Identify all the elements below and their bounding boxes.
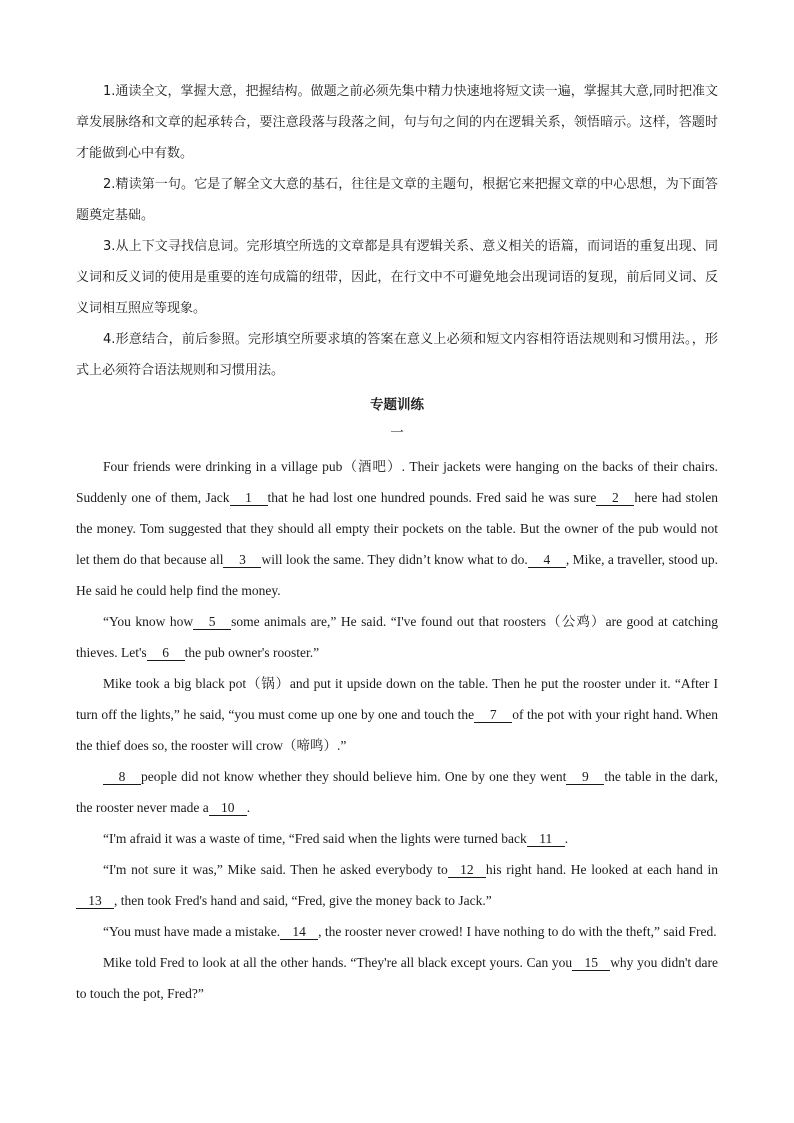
blank-8: 8 <box>103 769 141 785</box>
passage-paragraph-5 <box>76 823 718 854</box>
passage-text: “I'm afraid it was a waste of time, “Fred said when the lights were turned back <box>103 831 527 846</box>
passage-text: will look the same. They didn’t know what to do. <box>261 552 528 567</box>
passage-text: his right hand. He looked at each hand in <box>485 862 718 877</box>
passage-text: Mike told Fred to look at all the other hands. “They're all black except yours. Can you <box>103 955 573 970</box>
blank-11: 11 <box>527 831 565 847</box>
passage-paragraph-4 <box>76 761 718 823</box>
blank-3: 3 <box>223 552 261 568</box>
passage-text: that he had lost one hundred pounds. Fred said he was sure <box>267 490 597 505</box>
tip-paragraph-4: 4.形意结合，前后参照。完形填空所要求填的答案在意义上必须和短文内容相符语法规则和习惯用法。，形式上必须符合语法规则和习惯用法。 <box>76 332 718 378</box>
cloze-passage <box>76 451 718 1009</box>
passage-text: , then took Fred's hand and said, “Fred, give the money back to Jack.” <box>114 893 492 908</box>
tip-paragraph-1: 1.通读全文，掌握大意，把握结构。做题之前必须先集中精力快速地将短文读一遍，掌握其大意,同时把准文章发展脉络和文章的起承转合，要注意段落与段落之间，句与句之间的内在逻辑关系，领悟暗示。这样，答题时才能做到心中有数。 <box>76 84 718 161</box>
tips-section <box>76 76 718 386</box>
blank-15: 15 <box>572 955 610 971</box>
blank-4: 4 <box>528 552 566 568</box>
blank-7: 7 <box>474 707 512 723</box>
passage-text: “I'm not sure it was,” Mike said. Then he asked everybody to <box>103 862 448 877</box>
passage-paragraph-8 <box>76 947 718 1009</box>
passage-text: , the rooster never crowed! I have nothing to do with the theft,” said Fred. <box>318 924 717 939</box>
passage-text: of the pot with your right hand. When the thief does so, the rooster will crow（啼鸣）.” <box>76 707 718 753</box>
passage-text: “You know how <box>103 614 194 629</box>
passage-text: Four friends were drinking in a village pub（酒吧）. Their jackets were hanging on the backs of their chairs. Suddenly one of them, Jack <box>76 459 718 505</box>
passage-text: , Mike, a traveller, stood up. He said he could help find the money. <box>76 552 718 598</box>
passage-text: “You must have made a mistake. <box>103 924 281 939</box>
passage-paragraph-1 <box>76 451 718 606</box>
passage-paragraph-7 <box>76 916 718 947</box>
passage-text: people did not know whether they should believe him. One by one they went <box>141 769 567 784</box>
passage-paragraph-3 <box>76 668 718 761</box>
passage-text: here had stolen the money. Tom suggested that they should all empty their pockets on the table. But the owner of the pub would not let them do that because all <box>76 490 718 567</box>
blank-10: 10 <box>209 800 247 816</box>
passage-text: Mike took a big black pot（锅）and put it upside down on the table. Then he put the rooster under it. “After I turn off the lights,” he said, “you must come up one by one and touch the <box>76 676 718 722</box>
passage-paragraph-2 <box>76 606 718 668</box>
blank-5: 5 <box>193 614 231 630</box>
passage-paragraph-6 <box>76 854 718 916</box>
blank-13: 13 <box>76 893 114 909</box>
passage-text: why you didn't dare to touch the pot, Fred?” <box>76 955 718 1001</box>
blank-9: 9 <box>566 769 604 785</box>
blank-2: 2 <box>596 490 634 506</box>
passage-text: . <box>246 800 251 815</box>
passage-text: . <box>564 831 569 846</box>
section-number: 一 <box>390 425 404 441</box>
tip-paragraph-2: 2.精读第一句。它是了解全文大意的基石，往往是文章的主题句，根据它来把握文章的中心思想，为下面答题奠定基础。 <box>76 177 718 223</box>
blank-6: 6 <box>147 645 185 661</box>
blank-1: 1 <box>230 490 268 506</box>
passage-text: some animals are,” He said. “I've found out that roosters（公鸡）are good at catching thieves. Let's <box>76 614 718 660</box>
passage-text: the table in the dark, the rooster never made a <box>76 769 718 815</box>
passage-text: the pub owner's rooster.” <box>184 645 320 660</box>
section-title: 专题训练 <box>370 397 424 413</box>
tip-paragraph-3: 3.从上下文寻找信息词。完形填空所选的文章都是具有逻辑关系、意义相关的语篇，而词语的重复出现、同义词和反义词的使用是重要的连句成篇的纽带，因此，在行文中不可避免地会出现词语的复现，前后同义词、反义词相互照应等现象。 <box>76 239 718 316</box>
blank-12: 12 <box>448 862 486 878</box>
blank-14: 14 <box>280 924 318 940</box>
